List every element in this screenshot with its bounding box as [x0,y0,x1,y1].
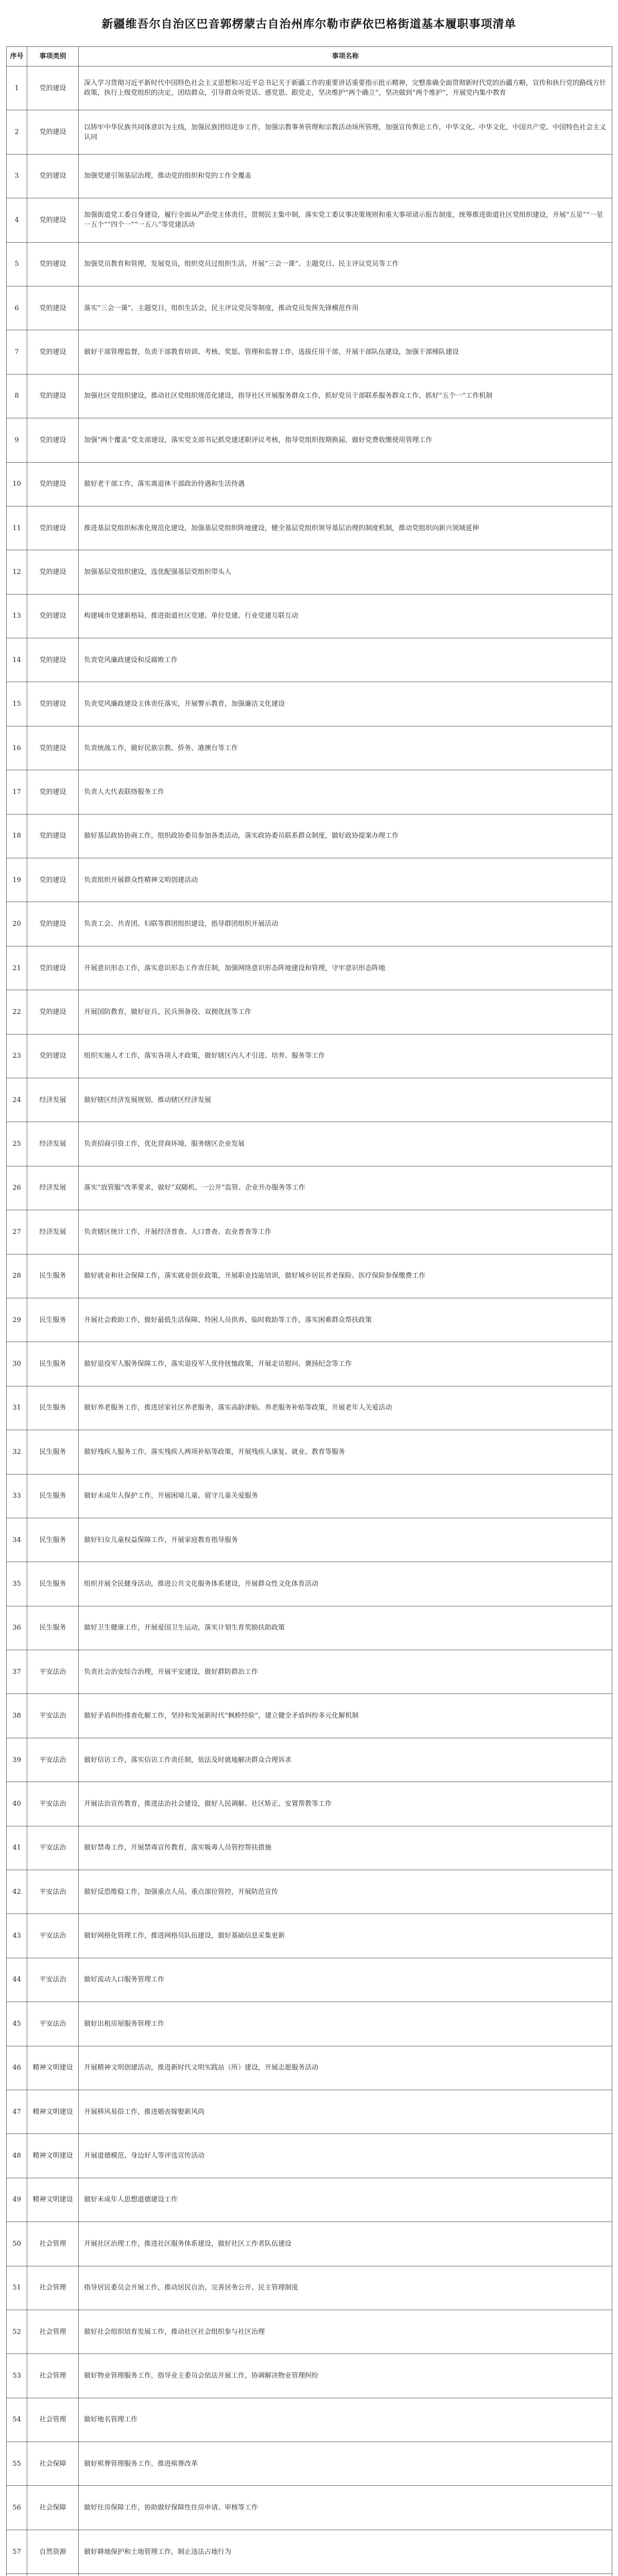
header-no: 序号 [7,47,27,66]
cell-name: 加强党建引领基层治理，推动党的组织和党的工作全覆盖 [79,154,612,198]
table-row [7,1870,612,1914]
cell-name: 做好退役军人服务保障工作，落实退役军人优待抚恤政策，开展走访慰问、褒扬纪念等工作 [79,1342,612,1386]
cell-category: 党的建设 [27,242,79,286]
cell-no: 38 [7,1694,27,1738]
cell-category: 经济发展 [27,1210,79,1254]
cell-name: 加强党员教育和管理，发展党员，组织党员过组织生活，开展“三会一课”、主题党日、民主评议党员等工作 [79,242,612,286]
table-row [7,638,612,682]
cell-category: 平安法治 [27,1694,79,1738]
cell-no: 14 [7,638,27,682]
cell-no: 47 [7,2090,27,2133]
cell-no: 46 [7,2046,27,2090]
cell-category: 党的建设 [27,990,79,1034]
header-name: 事项名称 [79,47,612,66]
table-row [7,1386,612,1430]
table-row [7,462,612,506]
cell-category: 民生服务 [27,1254,79,1298]
cell-no: 12 [7,550,27,594]
cell-category: 经济发展 [27,1078,79,1122]
cell-no: 51 [7,2266,27,2310]
cell-category: 民生服务 [27,1518,79,1562]
cell-name: 做好残疾人服务工作，落实残疾人两项补贴等政策，开展残疾人康复、就业、教育等服务 [79,1430,612,1474]
cell-name: 做好地名管理工作 [79,2398,612,2442]
cell-name: 负责招商引资工作，优化营商环境，服务辖区企业发展 [79,1122,612,1166]
table-row [7,1430,612,1474]
table-row [7,1826,612,1870]
cell-name: 开展法治宣传教育，推进法治社会建设，做好人民调解、社区矫正、安置帮教等工作 [79,1782,612,1826]
cell-category: 党的建设 [27,418,79,462]
cell-name: 做好物业管理服务工作，指导业主委员会依法开展工作，协调解决物业管理纠纷 [79,2354,612,2398]
cell-no: 18 [7,814,27,858]
cell-no: 30 [7,1342,27,1386]
cell-no: 48 [7,2134,27,2178]
table-row [7,418,612,462]
cell-category: 民生服务 [27,1342,79,1386]
table-row [7,1034,612,1078]
cell-no: 11 [7,506,27,550]
table-header-row [7,47,612,66]
table-row [7,1122,612,1166]
table-row [7,1342,612,1386]
cell-name: 做好流动人口服务管理工作 [79,1958,612,2002]
cell-no: 40 [7,1782,27,1826]
cell-name: 做好就业和社会保障工作，落实就业创业政策，开展职业技能培训，做好城乡居民养老保险、医疗保险参保缴费工作 [79,1254,612,1298]
cell-name: 做好未成年人思想道德建设工作 [79,2178,612,2222]
cell-category: 民生服务 [27,1562,79,1606]
table-row [7,1958,612,2002]
cell-name: 开展社会救助工作，做好最低生活保障、特困人员供养、临时救助等工作，落实困难群众帮扶政策 [79,1298,612,1342]
table-row [7,726,612,770]
cell-no: 9 [7,418,27,462]
table-row [7,2486,612,2530]
cell-no: 54 [7,2398,27,2442]
cell-no: 28 [7,1254,27,1298]
cell-no: 10 [7,462,27,506]
cell-no: 27 [7,1210,27,1254]
table-row [7,1738,612,1782]
cell-category: 社会管理 [27,2354,79,2398]
cell-no: 42 [7,1870,27,1914]
cell-no: 6 [7,286,27,330]
table-row [7,154,612,198]
cell-name: 做好住房保障工作，协助做好保障性住房申请、审核等工作 [79,2486,612,2530]
cell-name: 负责人大代表联络服务工作 [79,770,612,814]
cell-no: 16 [7,726,27,770]
cell-no: 1 [7,66,27,110]
cell-name: 做好耕地保护和土地管理工作，制止违法占地行为 [79,2530,612,2573]
cell-no: 21 [7,946,27,990]
cell-no: 37 [7,1650,27,1694]
cell-category: 党的建设 [27,110,79,154]
cell-no: 56 [7,2486,27,2530]
cell-no: 45 [7,2002,27,2046]
table-row [7,1606,612,1650]
cell-category: 自然资源 [27,2530,79,2573]
table-row [7,1650,612,1694]
header-category: 事项类别 [27,47,79,66]
cell-name: 做好网格化管理工作，推进网格员队伍建设，做好基础信息采集更新 [79,1914,612,1958]
cell-category: 党的建设 [27,286,79,330]
cell-no: 33 [7,1474,27,1518]
cell-category [27,2574,79,2576]
cell-category: 精神文明建设 [27,2090,79,2133]
cell-category: 党的建设 [27,902,79,946]
table-row [7,2530,612,2573]
cell-name: 开展道德模范、身边好人等评选宣传活动 [79,2134,612,2178]
cell-no: 44 [7,1958,27,2002]
cell-name: 落实“放管服”改革要求，做好“双随机、一公开”监管、企业开办服务等工作 [79,1166,612,1210]
cell-category: 党的建设 [27,198,79,242]
table-row [7,2222,612,2266]
cell-category: 经济发展 [27,1166,79,1210]
cell-name: 做好出租房屋服务管理工作 [79,2002,612,2046]
table-row [7,1474,612,1518]
cell-category: 民生服务 [27,1298,79,1342]
cell-name: 负责统战工作，做好民族宗教、侨务、港澳台等工作 [79,726,612,770]
cell-category: 党的建设 [27,1034,79,1078]
cell-no: 31 [7,1386,27,1430]
cell-category: 平安法治 [27,1870,79,1914]
table-row [7,374,612,418]
cell-no: 41 [7,1826,27,1870]
cell-no: 7 [7,330,27,374]
table-row [7,1518,612,1562]
cell-name: 以铸牢中华民族共同体意识为主线，加强民族团结进步工作，加强宗教事务管理和宗教活动场所管理，加强宣传舆论工作，中华文化、中华文化，中国共产党、中国特色社会主义认同 [79,110,612,154]
cell-name: 负责组织开展群众性精神文明创建活动 [79,858,612,902]
cell-no: 32 [7,1430,27,1474]
cell-category: 平安法治 [27,1958,79,2002]
cell-category: 党的建设 [27,594,79,638]
cell-category: 党的建设 [27,330,79,374]
cell-no: 8 [7,374,27,418]
cell-no: 3 [7,154,27,198]
cell-name: 负责工会、共青团、妇联等群团组织建设，指导群团组织开展活动 [79,902,612,946]
table-row [7,2090,612,2133]
cell-name: 负责党风廉政建设主体责任落实，开展警示教育，加强廉洁文化建设 [79,682,612,726]
cell-no: 29 [7,1298,27,1342]
cell-category: 民生服务 [27,1606,79,1650]
cell-no: 49 [7,2178,27,2222]
cell-name: 做好信访工作，落实信访工作责任制，依法及时就地解决群众合理诉求 [79,1738,612,1782]
table-row [7,1914,612,1958]
cell-no: 50 [7,2222,27,2266]
cell-no: 57 [7,2530,27,2573]
cell-no: 26 [7,1166,27,1210]
cell-no: 53 [7,2354,27,2398]
cell-name: 负责辖区统计工作，开展经济普查、人口普查、农业普查等工作 [79,1210,612,1254]
cell-category: 民生服务 [27,1430,79,1474]
cell-name: 加强街道党工委自身建设，履行全面从严治党主体责任，贯彻民主集中制，落实党工委议事决策规则和重大事项请示报告制度，统筹推进街道社区党组织建设，开展“五星”“一星一五个”“四个一”“一五八”等党建活动 [79,198,612,242]
cell-category: 社会管理 [27,2266,79,2310]
cell-no: 5 [7,242,27,286]
cell-category: 党的建设 [27,66,79,110]
cell-no: 39 [7,1738,27,1782]
cell-name: 负责党风廉政建设和反腐败工作 [79,638,612,682]
table-row [7,198,612,242]
cell-name: 组织开展全民健身活动，推进公共文化服务体系建设，开展群众性文化体育活动 [79,1562,612,1606]
cell-name: 做好社会组织培育发展工作，推动社区社会组织参与社区治理 [79,2310,612,2353]
cell-category: 精神文明建设 [27,2046,79,2090]
table-row [7,1298,612,1342]
cell-category: 党的建设 [27,770,79,814]
cell-name: 做好基层政协协商工作，组织政协委员参加各类活动，落实政协委员联系群众制度，做好政协提案办理工作 [79,814,612,858]
cell-category: 经济发展 [27,1122,79,1166]
cell-category: 党的建设 [27,638,79,682]
cell-no: 34 [7,1518,27,1562]
cell-name: 加强社区党组织建设，推动社区党组织规范化建设，指导社区开展服务群众工作，抓好党员干部联系服务群众工作，抓好“五个一”工作机制 [79,374,612,418]
cell-no: 36 [7,1606,27,1650]
cell-category: 平安法治 [27,1782,79,1826]
cell-name: 组织实施人才工作，落实各项人才政策，做好辖区内人才引进、培养、服务等工作 [79,1034,612,1078]
cell-no: 52 [7,2310,27,2353]
cell-name: 加强基层党组织建设，选优配强基层党组织带头人 [79,550,612,594]
table-row [7,2046,612,2090]
cell-name: 深入学习贯彻习近平新时代中国特色社会主义思想和习近平总书记关于新疆工作的重要讲话重要指示批示精神，完整准确全面贯彻新时代党的治疆方略，宣传和执行党的路线方针政策，执行上级党组织的决定，团结群众，引导群众听党话、感党恩、跟党走，坚决维护“两个确立”，坚决做到“两个维护”，开展党内集中教育 [79,66,612,110]
cell-category: 民生服务 [27,1474,79,1518]
cell-category: 精神文明建设 [27,2178,79,2222]
cell-no: 15 [7,682,27,726]
cell-name: 开展社区治理工作，推进社区服务体系建设，做好社区工作者队伍建设 [79,2222,612,2266]
cell-category: 社会管理 [27,2398,79,2442]
table-row [7,990,612,1034]
cell-name: 指导居民委员会开展工作，推动居民自治，完善居务公开、民主管理制度 [79,2266,612,2310]
table-row [7,2310,612,2353]
cell-category: 党的建设 [27,682,79,726]
table-row [7,1078,612,1122]
cell-name: 做好卫生健康工作，开展爱国卫生运动，落实计划生育奖励扶助政策 [79,1606,612,1650]
cell-name: 推进基层党组织标准化规范化建设，加强基层党组织阵地建设，健全基层党组织领导基层治理的制度机制，推动党组织向新兴领域延伸 [79,506,612,550]
cell-name: 开展移风易俗工作，推进婚丧嫁娶新风尚 [79,2090,612,2133]
table-row [7,1254,612,1298]
table-row [7,946,612,990]
cell-category: 平安法治 [27,1738,79,1782]
table-row [7,2266,612,2310]
table-row [7,66,612,110]
cell-name: 做好未成年人保护工作，开展困境儿童、留守儿童关爱服务 [79,1474,612,1518]
table-row [7,2442,612,2486]
table-row [7,2002,612,2046]
table-row [7,2574,612,2576]
cell-category: 党的建设 [27,946,79,990]
cell-no: 20 [7,902,27,946]
cell-category: 精神文明建设 [27,2134,79,2178]
table-row [7,682,612,726]
cell-name [79,2574,612,2576]
cell-category: 社会管理 [27,2310,79,2353]
table-row [7,770,612,814]
cell-no [7,2574,27,2576]
cell-category: 党的建设 [27,462,79,506]
cell-name: 做好干部管理监督，负责干部教育培训、考核、奖惩、管理和监督工作，选拔任用干部，开展干部队伍建设，加强干部梯队建设 [79,330,612,374]
table-row [7,1210,612,1254]
cell-no: 17 [7,770,27,814]
table-row [7,1694,612,1738]
table-row [7,110,612,154]
cell-name: 做好禁毒工作，开展禁毒宣传教育，落实吸毒人员管控帮扶措施 [79,1826,612,1870]
table-row [7,814,612,858]
cell-no: 13 [7,594,27,638]
cell-no: 35 [7,1562,27,1606]
table-row [7,858,612,902]
cell-category: 党的建设 [27,550,79,594]
table-row [7,2354,612,2398]
cell-category: 民生服务 [27,1386,79,1430]
table-row [7,2178,612,2222]
cell-name: 开展精神文明创建活动，推进新时代文明实践站（所）建设，开展志愿服务活动 [79,2046,612,2090]
cell-name: 落实“三会一课”、主题党日，组织生活会，民主评议党员等制度，推动党员发挥先锋模范作用 [79,286,612,330]
cell-category: 平安法治 [27,2002,79,2046]
cell-category: 社会保障 [27,2442,79,2486]
cell-name: 做好妇女儿童权益保障工作，开展家庭教育指导服务 [79,1518,612,1562]
table-row [7,902,612,946]
cell-category: 平安法治 [27,1650,79,1694]
cell-category: 党的建设 [27,374,79,418]
cell-category: 党的建设 [27,506,79,550]
cell-no: 2 [7,110,27,154]
table-row [7,1562,612,1606]
table-row [7,2134,612,2178]
cell-name: 负责社会治安综合治理，开展平安建设，做好群防群治工作 [79,1650,612,1694]
table-row [7,506,612,550]
cell-name: 开展国防教育，做好征兵、民兵预备役、双拥优抚等工作 [79,990,612,1034]
table-row [7,242,612,286]
cell-category: 党的建设 [27,814,79,858]
table-row [7,550,612,594]
cell-no: 22 [7,990,27,1034]
cell-no: 4 [7,198,27,242]
table-body [7,66,612,2576]
cell-name: 做好养老服务工作，推进居家社区养老服务，落实高龄津贴、养老服务补贴等政策，开展老年人关爱活动 [79,1386,612,1430]
cell-no: 24 [7,1078,27,1122]
cell-no: 25 [7,1122,27,1166]
cell-name: 加强“两个覆盖”党支部建设，落实党支部书记抓党建述职评议考核，指导党组织按期换届，做好党费收缴使用管理工作 [79,418,612,462]
cell-name: 构建城市党建新格局，推进街道社区党建、单位党建、行业党建互联互动 [79,594,612,638]
table-row [7,594,612,638]
cell-name: 做好反恐维稳工作，加强重点人员、重点部位管控，开展防范宣传 [79,1870,612,1914]
cell-name: 做好老干部工作，落实离退休干部政治待遇和生活待遇 [79,462,612,506]
cell-name: 开展意识形态工作，落实意识形态工作责任制，加强网络意识形态阵地建设和管理，守牢意识形态阵地 [79,946,612,990]
table-row [7,1782,612,1826]
cell-category: 平安法治 [27,1826,79,1870]
cell-name: 做好矛盾纠纷排查化解工作，坚持和发展新时代“枫桥经验”，建立健全矛盾纠纷多元化解机制 [79,1694,612,1738]
duty-table [6,46,612,2576]
cell-name: 做好殡葬管理服务工作，推进殡葬改革 [79,2442,612,2486]
cell-name: 做好辖区经济发展规划，推动辖区经济发展 [79,1078,612,1122]
cell-category: 党的建设 [27,154,79,198]
cell-category: 党的建设 [27,726,79,770]
table-row [7,1166,612,1210]
document-title: 新疆维吾尔自治区巴音郭楞蒙古自治州库尔勒市萨依巴格街道基本履职事项清单 [101,17,517,31]
cell-category: 平安法治 [27,1914,79,1958]
cell-no: 19 [7,858,27,902]
cell-no: 43 [7,1914,27,1958]
cell-category: 社会管理 [27,2222,79,2266]
cell-no: 55 [7,2442,27,2486]
table-row [7,330,612,374]
cell-category: 党的建设 [27,858,79,902]
cell-category: 社会保障 [27,2486,79,2530]
table-row [7,2398,612,2442]
table-row [7,286,612,330]
cell-no: 23 [7,1034,27,1078]
